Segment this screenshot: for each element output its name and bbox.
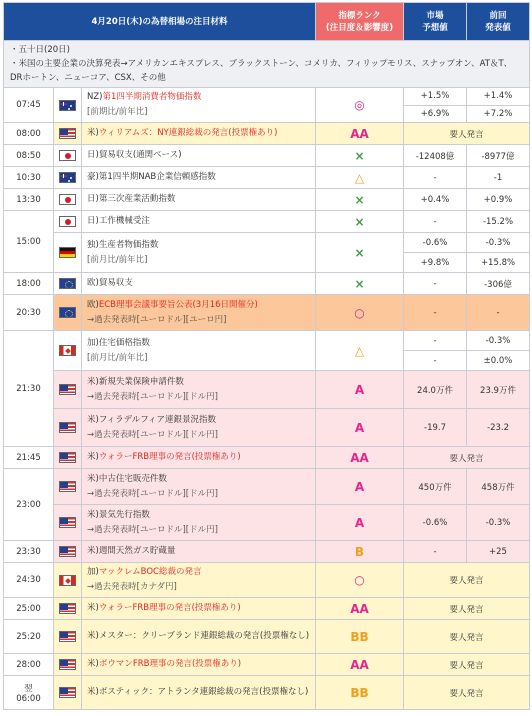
rank-badge: AA <box>316 598 404 620</box>
event-time: 15:00 <box>4 211 54 273</box>
event-name-cell[interactable] <box>82 541 316 563</box>
event-row <box>4 447 530 469</box>
country-flag-cell <box>54 371 82 409</box>
calendar-title: 4月20日(木)の為替相場の注目材料 <box>4 3 316 41</box>
ca-flag-icon <box>59 575 76 586</box>
country-flag-cell <box>54 563 82 598</box>
event-title[interactable]: 米)週間天然ガス貯蔵量 <box>87 546 176 556</box>
country-flag-cell <box>54 295 82 331</box>
event-title-highlight[interactable]: 第1四半期消費者物価指数 <box>102 92 202 102</box>
header-row <box>4 3 530 41</box>
event-row <box>4 541 530 563</box>
event-title[interactable]: 米) <box>87 452 99 462</box>
event-title[interactable]: 米) <box>87 128 99 138</box>
event-title[interactable]: 欧)貿易収支 <box>87 278 133 288</box>
event-row <box>4 409 530 447</box>
previous-value: -0.3% <box>467 505 530 541</box>
event-name-cell[interactable] <box>82 598 316 620</box>
us-flag-icon <box>59 687 76 698</box>
rank-badge: △ <box>316 331 404 371</box>
country-flag-cell <box>54 620 82 654</box>
previous-value: 23.9万件 <box>467 371 530 409</box>
event-row <box>4 211 530 233</box>
us-flag-icon <box>59 422 76 433</box>
event-name-cell[interactable] <box>82 409 316 447</box>
rank-badge: × <box>316 233 404 273</box>
forecast-value: -19.7 <box>404 409 467 447</box>
event-row <box>4 654 530 676</box>
eu-flag-icon <box>59 278 76 289</box>
event-title[interactable]: 米) <box>87 659 99 669</box>
forecast-value: - <box>404 167 467 189</box>
event-name-cell[interactable] <box>82 233 316 273</box>
event-title[interactable]: NZ) <box>87 92 103 102</box>
rank-badge: B <box>316 541 404 563</box>
country-flag-cell <box>54 598 82 620</box>
event-row <box>4 563 530 598</box>
note-gotobi: ・五十日(20日) <box>10 45 70 55</box>
event-time: 07:45 <box>4 88 54 123</box>
ca-flag-icon <box>59 345 76 356</box>
country-flag-cell <box>54 233 82 273</box>
country-flag-cell <box>54 88 82 123</box>
speech-label: 要人発言 <box>404 598 530 620</box>
previous-value: -0.3% <box>467 233 530 253</box>
event-name-cell[interactable] <box>82 189 316 211</box>
event-subtitle[interactable]: →過去発表時[ユーロドル][ドル円] <box>87 488 218 499</box>
event-time: 20:30 <box>4 295 54 331</box>
event-title-highlight[interactable]: ウォラーFRB理事の発言(投票権あり) <box>98 452 241 462</box>
country-flag-cell <box>54 145 82 167</box>
event-title-highlight[interactable]: ECB理事会議事要旨公表(3月16日開催分) <box>98 299 258 310</box>
previous-value: - <box>467 295 530 331</box>
notes-row <box>4 41 530 88</box>
rank-badge: × <box>316 189 404 211</box>
event-subtitle[interactable]: →過去発表時[ユーロドル][ユーロ円] <box>87 314 227 325</box>
rank-badge: A <box>316 505 404 541</box>
forecast-value: - <box>404 273 467 295</box>
jp-flag-icon <box>59 194 76 205</box>
rank-badge: AA <box>316 447 404 469</box>
event-time: 23:00 <box>4 469 54 541</box>
us-flag-icon <box>59 546 76 557</box>
country-flag-cell <box>54 469 82 505</box>
event-subtitle: [前期比/前年比] <box>87 107 148 117</box>
event-name-cell[interactable] <box>82 447 316 469</box>
event-time: 23:30 <box>4 541 54 563</box>
event-name-cell[interactable] <box>82 88 316 123</box>
event-row <box>4 167 530 189</box>
event-subtitle[interactable]: →過去発表時[ユーロドル][ドル円] <box>87 524 218 535</box>
event-title[interactable]: 米)景気先行指数 <box>87 509 150 520</box>
event-row <box>4 88 530 106</box>
event-title[interactable]: 日)第三次産業活動指数 <box>87 194 176 204</box>
us-flag-icon <box>59 659 76 670</box>
event-time: 10:30 <box>4 167 54 189</box>
de-flag-icon <box>59 247 76 258</box>
event-name-cell[interactable] <box>82 145 316 167</box>
previous-value: 458万件 <box>467 469 530 505</box>
event-title[interactable]: 加)住宅価格指数 <box>87 337 150 348</box>
speech-label: 要人発言 <box>404 620 530 654</box>
event-row <box>4 620 530 654</box>
forecast-value-yoy: - <box>404 351 467 371</box>
event-name-cell[interactable] <box>82 563 316 598</box>
rank-badge: AA <box>316 654 404 676</box>
event-time: 28:00 <box>4 654 54 676</box>
event-name-cell[interactable] <box>82 469 316 505</box>
country-flag-cell <box>54 123 82 145</box>
economic-calendar-table <box>3 2 530 710</box>
event-name-cell[interactable] <box>82 676 316 710</box>
country-flag-cell <box>54 541 82 563</box>
speech-label: 要人発言 <box>404 123 530 145</box>
event-name-cell[interactable] <box>82 371 316 409</box>
forecast-value: +0.4% <box>404 189 467 211</box>
event-title[interactable]: 米)ボスティック：アトランタ連銀総裁の発言(投票権なし) <box>87 687 309 697</box>
country-flag-cell <box>54 409 82 447</box>
country-flag-cell <box>54 331 82 371</box>
previous-column-header: 前回 発表値 <box>467 3 530 41</box>
previous-value-yoy: +15.8% <box>467 253 530 273</box>
speech-label: 要人発言 <box>404 676 530 710</box>
us-flag-icon <box>59 128 76 139</box>
forecast-value: -0.6% <box>404 233 467 253</box>
event-row <box>4 145 530 167</box>
event-title[interactable]: 加) <box>87 567 99 577</box>
event-name-cell[interactable] <box>82 620 316 654</box>
event-title[interactable]: 日)貿易収支(通関ベース) <box>87 150 182 160</box>
event-name-cell[interactable] <box>82 273 316 295</box>
event-name-cell[interactable] <box>82 167 316 189</box>
event-row <box>4 233 530 253</box>
event-subtitle[interactable]: →過去発表時[カナダ円] <box>87 582 177 592</box>
event-row <box>4 123 530 145</box>
event-row <box>4 598 530 620</box>
event-row <box>4 295 530 331</box>
forecast-value: -12408億 <box>404 145 467 167</box>
event-name-cell[interactable] <box>82 123 316 145</box>
rank-badge: × <box>316 273 404 295</box>
au-flag-icon <box>59 172 76 183</box>
event-title[interactable]: 米)中古住宅販売件数 <box>87 473 167 484</box>
event-time: 08:50 <box>4 145 54 167</box>
previous-value: -0.3% <box>467 331 530 351</box>
previous-value-yoy: ±0.0% <box>467 351 530 371</box>
event-subtitle: [前月比/前年比] <box>87 254 148 265</box>
event-row <box>4 273 530 295</box>
event-name-cell[interactable] <box>82 211 316 233</box>
country-flag-cell <box>54 676 82 710</box>
forecast-value: - <box>404 541 467 563</box>
event-title[interactable]: 豪)第1四半期NAB企業信頼感指数 <box>87 172 216 182</box>
forecast-column-header: 市場 予想値 <box>404 3 467 41</box>
event-time: 21:30 <box>4 331 54 447</box>
nz-flag-icon <box>59 100 76 111</box>
rank-badge: BB <box>316 676 404 710</box>
event-row <box>4 371 530 409</box>
event-time: 25:20 <box>4 620 54 654</box>
forecast-value-yoy: +9.8% <box>404 253 467 273</box>
note-earnings: ・米国の主要企業の決算発表→アメリカンエキスプレス、ブラックストーン、コメリカ、フィリップモリス、スナップオン、AT＆T、DRホートン、ニューコア、CSX、その他 <box>10 59 513 83</box>
event-time: 08:00 <box>4 123 54 145</box>
event-time: 21:45 <box>4 447 54 469</box>
previous-value: -8977億 <box>467 145 530 167</box>
event-time: 18:00 <box>4 273 54 295</box>
event-subtitle[interactable]: →過去発表時[ユーロドル][ドル円] <box>87 391 218 402</box>
forecast-value: 450万件 <box>404 469 467 505</box>
eu-flag-icon <box>59 307 76 318</box>
event-name-cell[interactable] <box>82 295 316 331</box>
country-flag-cell <box>54 211 82 233</box>
event-time: 翌 06:00 <box>4 676 54 710</box>
event-row <box>4 676 530 710</box>
us-flag-icon <box>59 603 76 614</box>
us-flag-icon <box>59 517 76 528</box>
event-title[interactable]: 米)フィラデルフィア連銀景況指数 <box>87 414 217 425</box>
rank-badge: A <box>316 409 404 447</box>
rank-badge: △ <box>316 167 404 189</box>
forecast-value: - <box>404 211 467 233</box>
rank-badge: ◎ <box>316 88 404 123</box>
us-flag-icon <box>59 481 76 492</box>
event-subtitle: [前月比/前年比] <box>87 352 148 363</box>
previous-value: -1 <box>467 167 530 189</box>
event-title[interactable]: 米)メスター：クリーブランド連銀総裁の発言(投票権なし) <box>87 631 310 641</box>
previous-value: -306億 <box>467 273 530 295</box>
rank-badge: A <box>316 469 404 505</box>
event-title-highlight[interactable]: ウィリアムズ：NY連銀総裁の発言(投票権あり) <box>98 128 278 138</box>
event-row <box>4 505 530 541</box>
previous-value: -15.2% <box>467 211 530 233</box>
rank-badge: BB <box>316 620 404 654</box>
event-title-highlight[interactable]: ウォラーFRB理事の発言(投票権あり) <box>98 603 241 613</box>
event-name-cell[interactable] <box>82 654 316 676</box>
us-flag-icon <box>59 452 76 463</box>
forecast-value: 24.0万件 <box>404 371 467 409</box>
forecast-value-yoy: +6.9% <box>404 105 467 123</box>
event-time: 25:00 <box>4 598 54 620</box>
event-title[interactable]: 日)工作機械受注 <box>87 216 150 226</box>
event-name-cell[interactable] <box>82 505 316 541</box>
speech-label: 要人発言 <box>404 447 530 469</box>
event-title[interactable]: 欧) <box>87 299 99 310</box>
rank-badge: ○ <box>316 563 404 598</box>
notes-cell <box>4 41 530 88</box>
previous-value-yoy: +7.2% <box>467 105 530 123</box>
rank-badge: × <box>316 145 404 167</box>
rank-badge: ○ <box>316 295 404 331</box>
jp-flag-icon <box>59 150 76 161</box>
country-flag-cell <box>54 167 82 189</box>
event-time: 24:30 <box>4 563 54 598</box>
event-subtitle[interactable]: →過去発表時[ユーロドル][ドル円] <box>87 429 218 440</box>
forecast-value: -0.6% <box>404 505 467 541</box>
country-flag-cell <box>54 189 82 211</box>
rank-badge: × <box>316 211 404 233</box>
country-flag-cell <box>54 505 82 541</box>
event-title[interactable]: 米)新規失業保険申請件数 <box>87 376 184 387</box>
event-row <box>4 189 530 211</box>
event-title[interactable]: 米) <box>87 603 99 613</box>
us-flag-icon <box>59 631 76 642</box>
country-flag-cell <box>54 654 82 676</box>
forecast-value: +1.5% <box>404 88 467 106</box>
event-time: 13:30 <box>4 189 54 211</box>
previous-value: +1.4% <box>467 88 530 106</box>
event-title-highlight[interactable]: マックレムBOC総裁の発言 <box>98 567 202 577</box>
country-flag-cell <box>54 447 82 469</box>
speech-label: 要人発言 <box>404 563 530 598</box>
country-flag-cell <box>54 273 82 295</box>
previous-value: -23.2 <box>467 409 530 447</box>
rank-badge: AA <box>316 123 404 145</box>
us-flag-icon <box>59 384 76 395</box>
forecast-value: - <box>404 295 467 331</box>
previous-value: +25 <box>467 541 530 563</box>
event-row <box>4 469 530 505</box>
jp-flag-icon <box>59 216 76 227</box>
rank-badge: A <box>316 371 404 409</box>
event-name-cell[interactable] <box>82 331 316 371</box>
rank-column-header: 指標ランク (注目度＆影響度) <box>316 3 404 41</box>
forecast-value: - <box>404 331 467 351</box>
previous-value: +0.9% <box>467 189 530 211</box>
event-title[interactable]: 独)生産者物価指数 <box>87 239 159 250</box>
event-row <box>4 331 530 351</box>
speech-label: 要人発言 <box>404 654 530 676</box>
event-title-highlight[interactable]: ボウマンFRB理事の発言(投票権あり) <box>98 659 242 669</box>
